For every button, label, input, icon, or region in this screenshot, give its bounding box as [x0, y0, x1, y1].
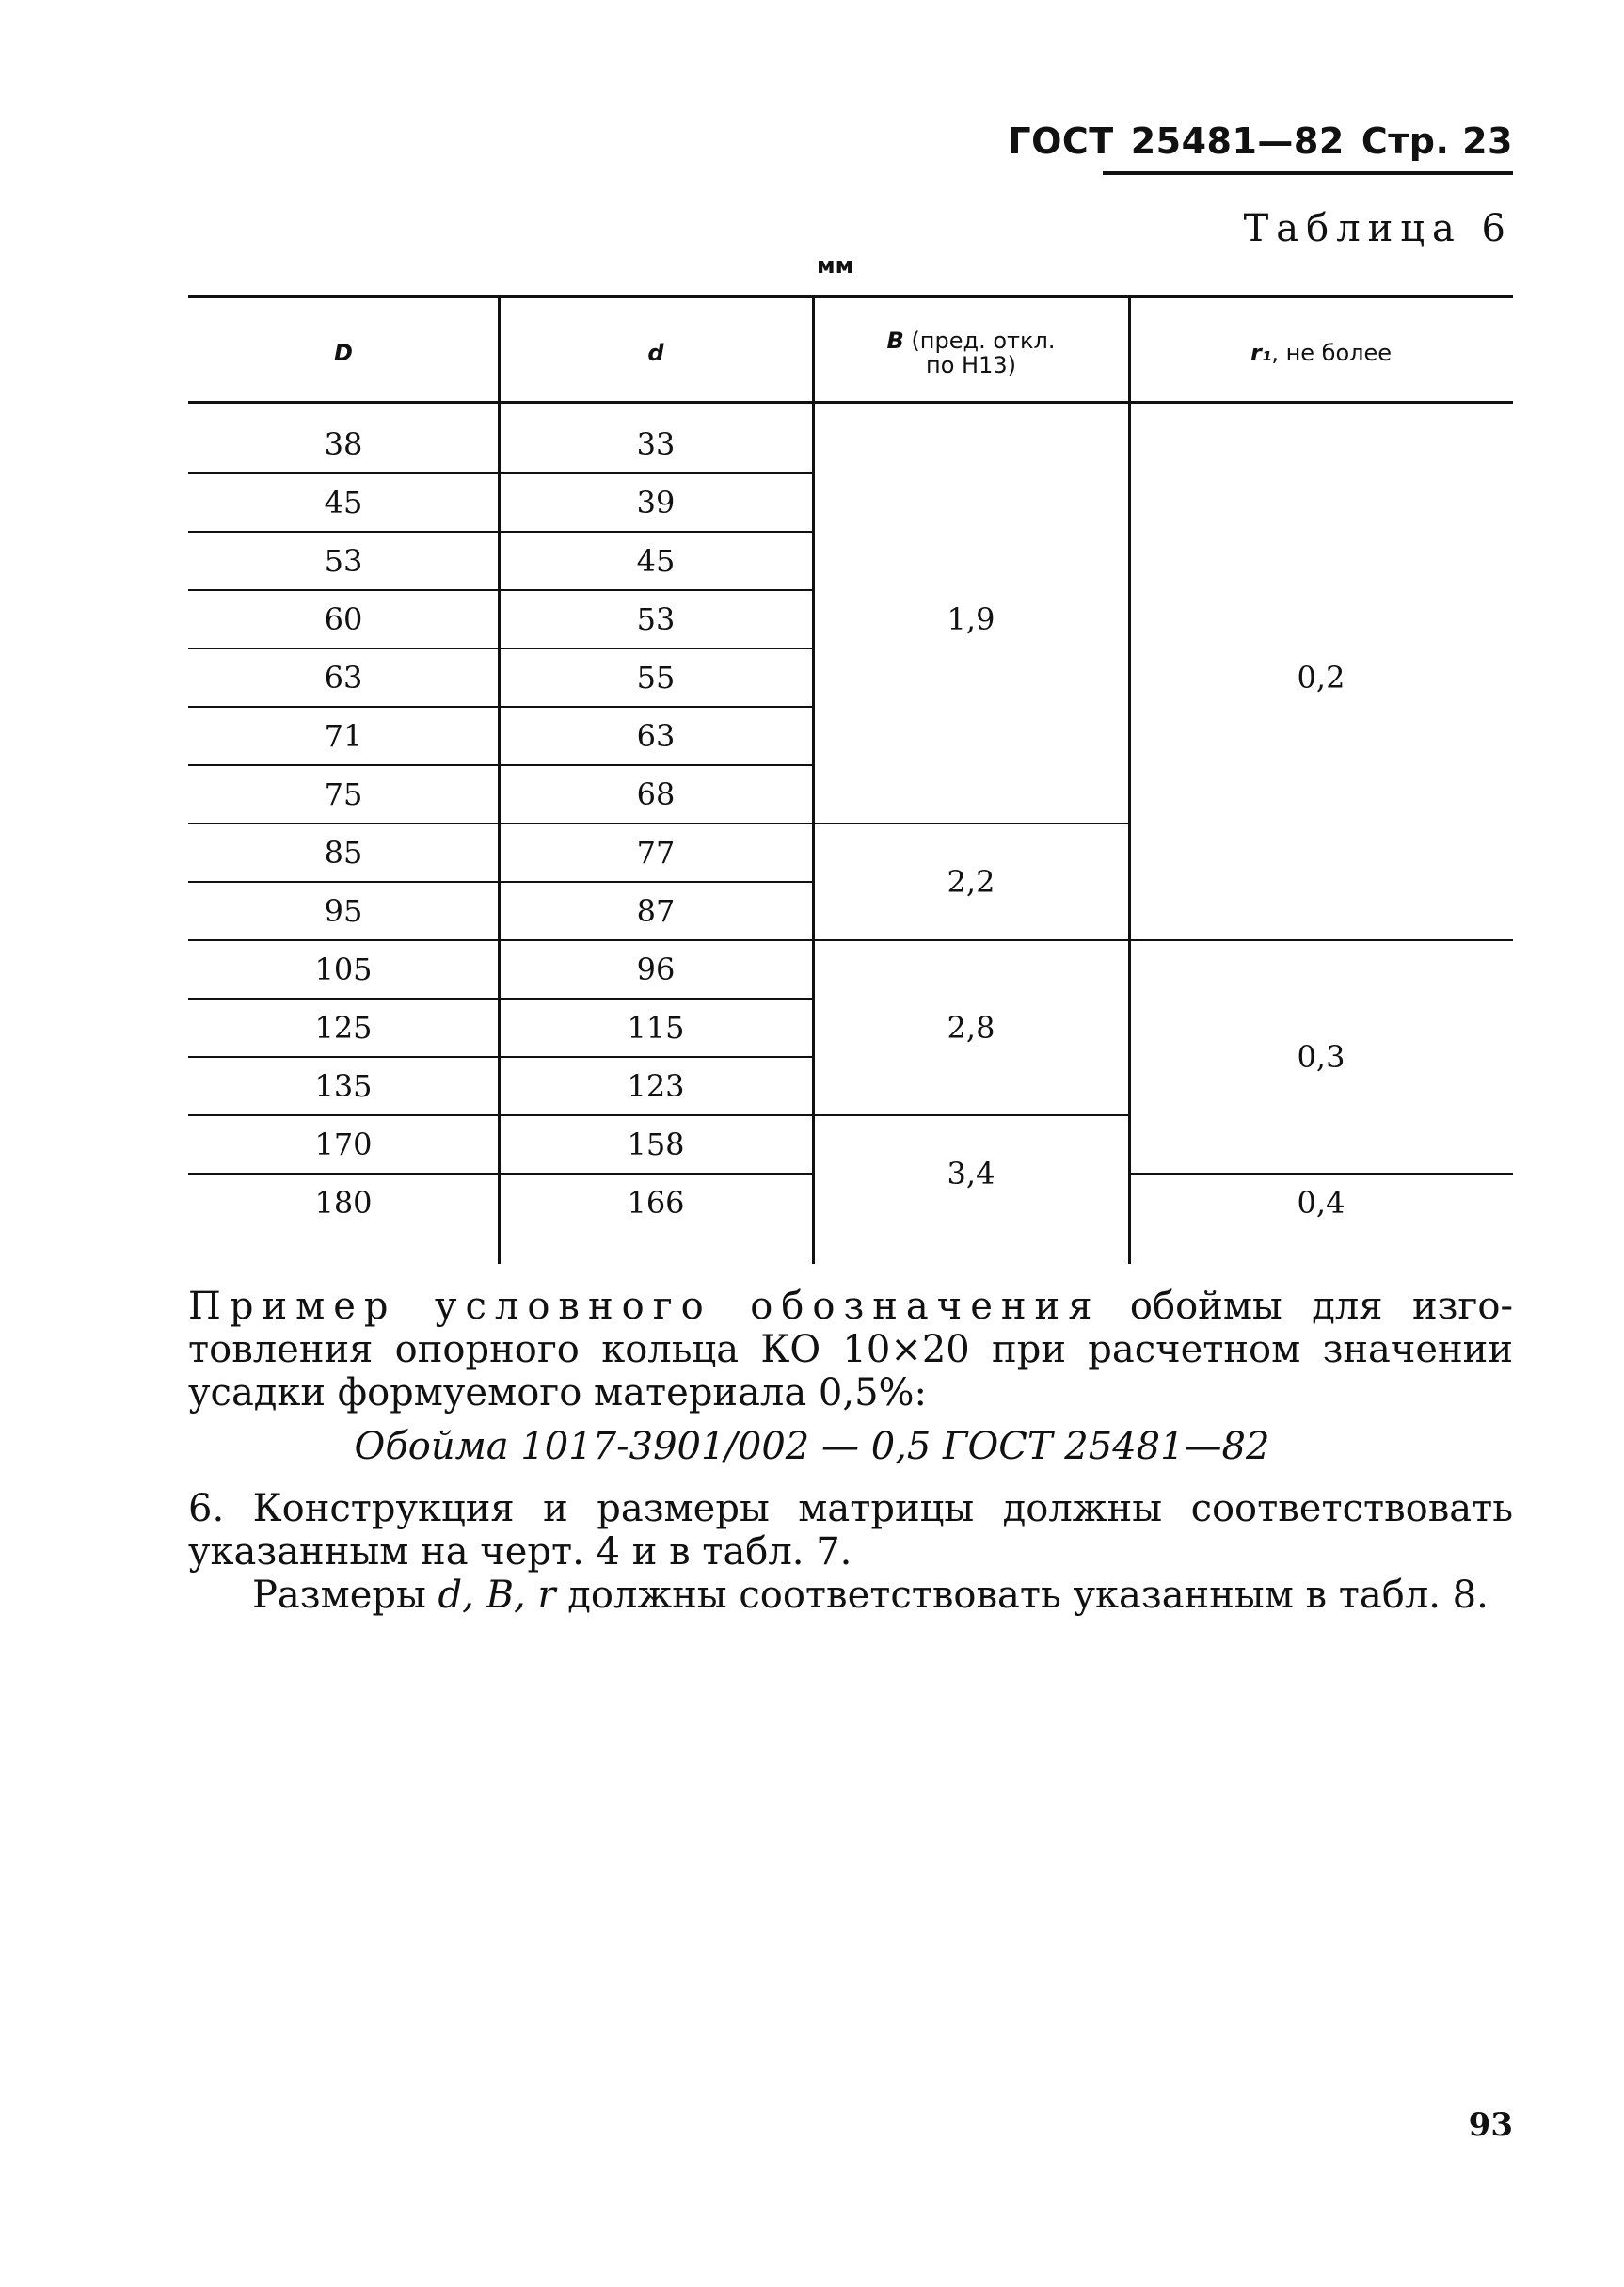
cell-d: 123 — [627, 1068, 685, 1104]
table-caption: Таблица 6 — [1243, 207, 1513, 250]
standard-number: 25481—82 — [1130, 120, 1345, 162]
cell-D: 60 — [324, 601, 363, 637]
cell-D: 105 — [314, 952, 373, 987]
header-rule — [1103, 171, 1513, 175]
header-cell-D — [188, 306, 499, 400]
cell-d: 53 — [636, 601, 676, 637]
row-rule — [188, 531, 813, 533]
cell-D: 135 — [314, 1068, 373, 1104]
cell-D: 53 — [324, 543, 363, 579]
header-r1-qualifier: , не более — [1271, 340, 1393, 366]
header-D-label: D — [334, 340, 353, 366]
example-lead: Пример условного обозначения — [188, 1285, 1101, 1328]
example-line-1 — [188, 1285, 1513, 1328]
cell-B: 2,2 — [947, 864, 995, 900]
group-rule-B — [813, 823, 1129, 824]
cell-d: 115 — [627, 1010, 685, 1046]
item6-line-2: указанным на черт. 4 и в табл. 7. — [188, 1530, 852, 1574]
cell-D: 180 — [314, 1185, 373, 1221]
row-rule — [188, 706, 813, 708]
cell-d: 39 — [636, 485, 676, 520]
cell-B: 3,4 — [947, 1156, 995, 1191]
row-rule — [188, 648, 813, 649]
item6-line-1: 6. Конструкция и размеры матрицы должны соответствовать — [188, 1487, 1513, 1530]
cell-D: 75 — [324, 776, 363, 812]
group-rule-r1 — [1129, 1173, 1513, 1175]
example-line-1-rest: обоймы для изго- — [1129, 1285, 1513, 1328]
row-rule — [188, 764, 813, 766]
example-line-2: товления опорного кольца КО 10×20 при расчетном значении — [188, 1328, 1513, 1371]
cell-d: 45 — [636, 543, 676, 579]
cell-D: 95 — [324, 893, 363, 929]
cell-d: 158 — [627, 1127, 685, 1162]
column-divider — [1128, 298, 1131, 1264]
row-rule — [188, 1114, 813, 1116]
row-rule — [188, 589, 813, 591]
cell-d: 55 — [636, 660, 676, 696]
table-units: мм — [817, 252, 854, 279]
row-rule — [188, 472, 813, 474]
header-cell-d — [499, 306, 813, 400]
item6-line-3 — [252, 1574, 1513, 1617]
page-label: Стр. 23 — [1361, 120, 1513, 162]
header-B-tolerance-1: (пред. откл. — [911, 328, 1056, 354]
cell-B: 2,8 — [947, 1010, 995, 1046]
header-r1-label: r₁ — [1250, 340, 1272, 366]
row-rule — [188, 1173, 813, 1175]
cell-B: 1,9 — [947, 601, 995, 637]
group-rule-B — [813, 1114, 1129, 1116]
group-rule-r1 — [1129, 939, 1513, 941]
cell-d: 33 — [636, 426, 676, 462]
row-rule — [188, 939, 813, 941]
table-top-rule — [188, 295, 1513, 298]
cell-r1: 0,3 — [1297, 1039, 1345, 1075]
cell-d: 77 — [636, 835, 676, 871]
cell-d: 68 — [636, 776, 676, 812]
header-B-label: B — [886, 328, 904, 354]
header-d-label: d — [647, 340, 664, 366]
designation-example: Обойма 1017-3901/002 — 0,5 ГОСТ 25481—82 — [354, 1425, 1270, 1468]
gost-label: ГОСТ — [1008, 120, 1114, 162]
item6-line-3-end: должны соответствовать указанным в табл. 8. — [555, 1574, 1489, 1617]
item6-line-3-start: Размеры — [252, 1574, 438, 1617]
cell-D: 85 — [324, 835, 363, 871]
cell-d: 96 — [636, 952, 676, 987]
cell-d: 166 — [627, 1185, 685, 1221]
row-rule — [188, 998, 813, 1000]
cell-D: 38 — [324, 426, 363, 462]
cell-D: 45 — [324, 485, 363, 520]
row-rule — [188, 881, 813, 883]
cell-r1: 0,2 — [1297, 660, 1345, 696]
row-rule — [188, 1056, 813, 1058]
row-rule — [188, 823, 813, 824]
header-B-tolerance-2: по H13) — [926, 352, 1016, 378]
cell-D: 170 — [314, 1127, 373, 1162]
example-line-3: усадки формуемого материала 0,5%: — [188, 1371, 927, 1415]
item6-line-3-variables: d, B, r — [438, 1574, 556, 1617]
header-cell-r1 — [1129, 306, 1513, 400]
cell-D: 63 — [324, 660, 363, 696]
page-header — [1008, 120, 1513, 162]
cell-D: 125 — [314, 1010, 373, 1046]
cell-d: 63 — [636, 718, 676, 754]
cell-r1: 0,4 — [1297, 1185, 1345, 1221]
data-table — [188, 295, 1513, 1264]
page-number: 93 — [1468, 2106, 1513, 2144]
cell-d: 87 — [636, 893, 676, 929]
header-cell-B — [813, 306, 1129, 400]
group-rule-B — [813, 939, 1129, 941]
table-header-rule — [188, 401, 1513, 404]
cell-D: 71 — [324, 718, 363, 754]
